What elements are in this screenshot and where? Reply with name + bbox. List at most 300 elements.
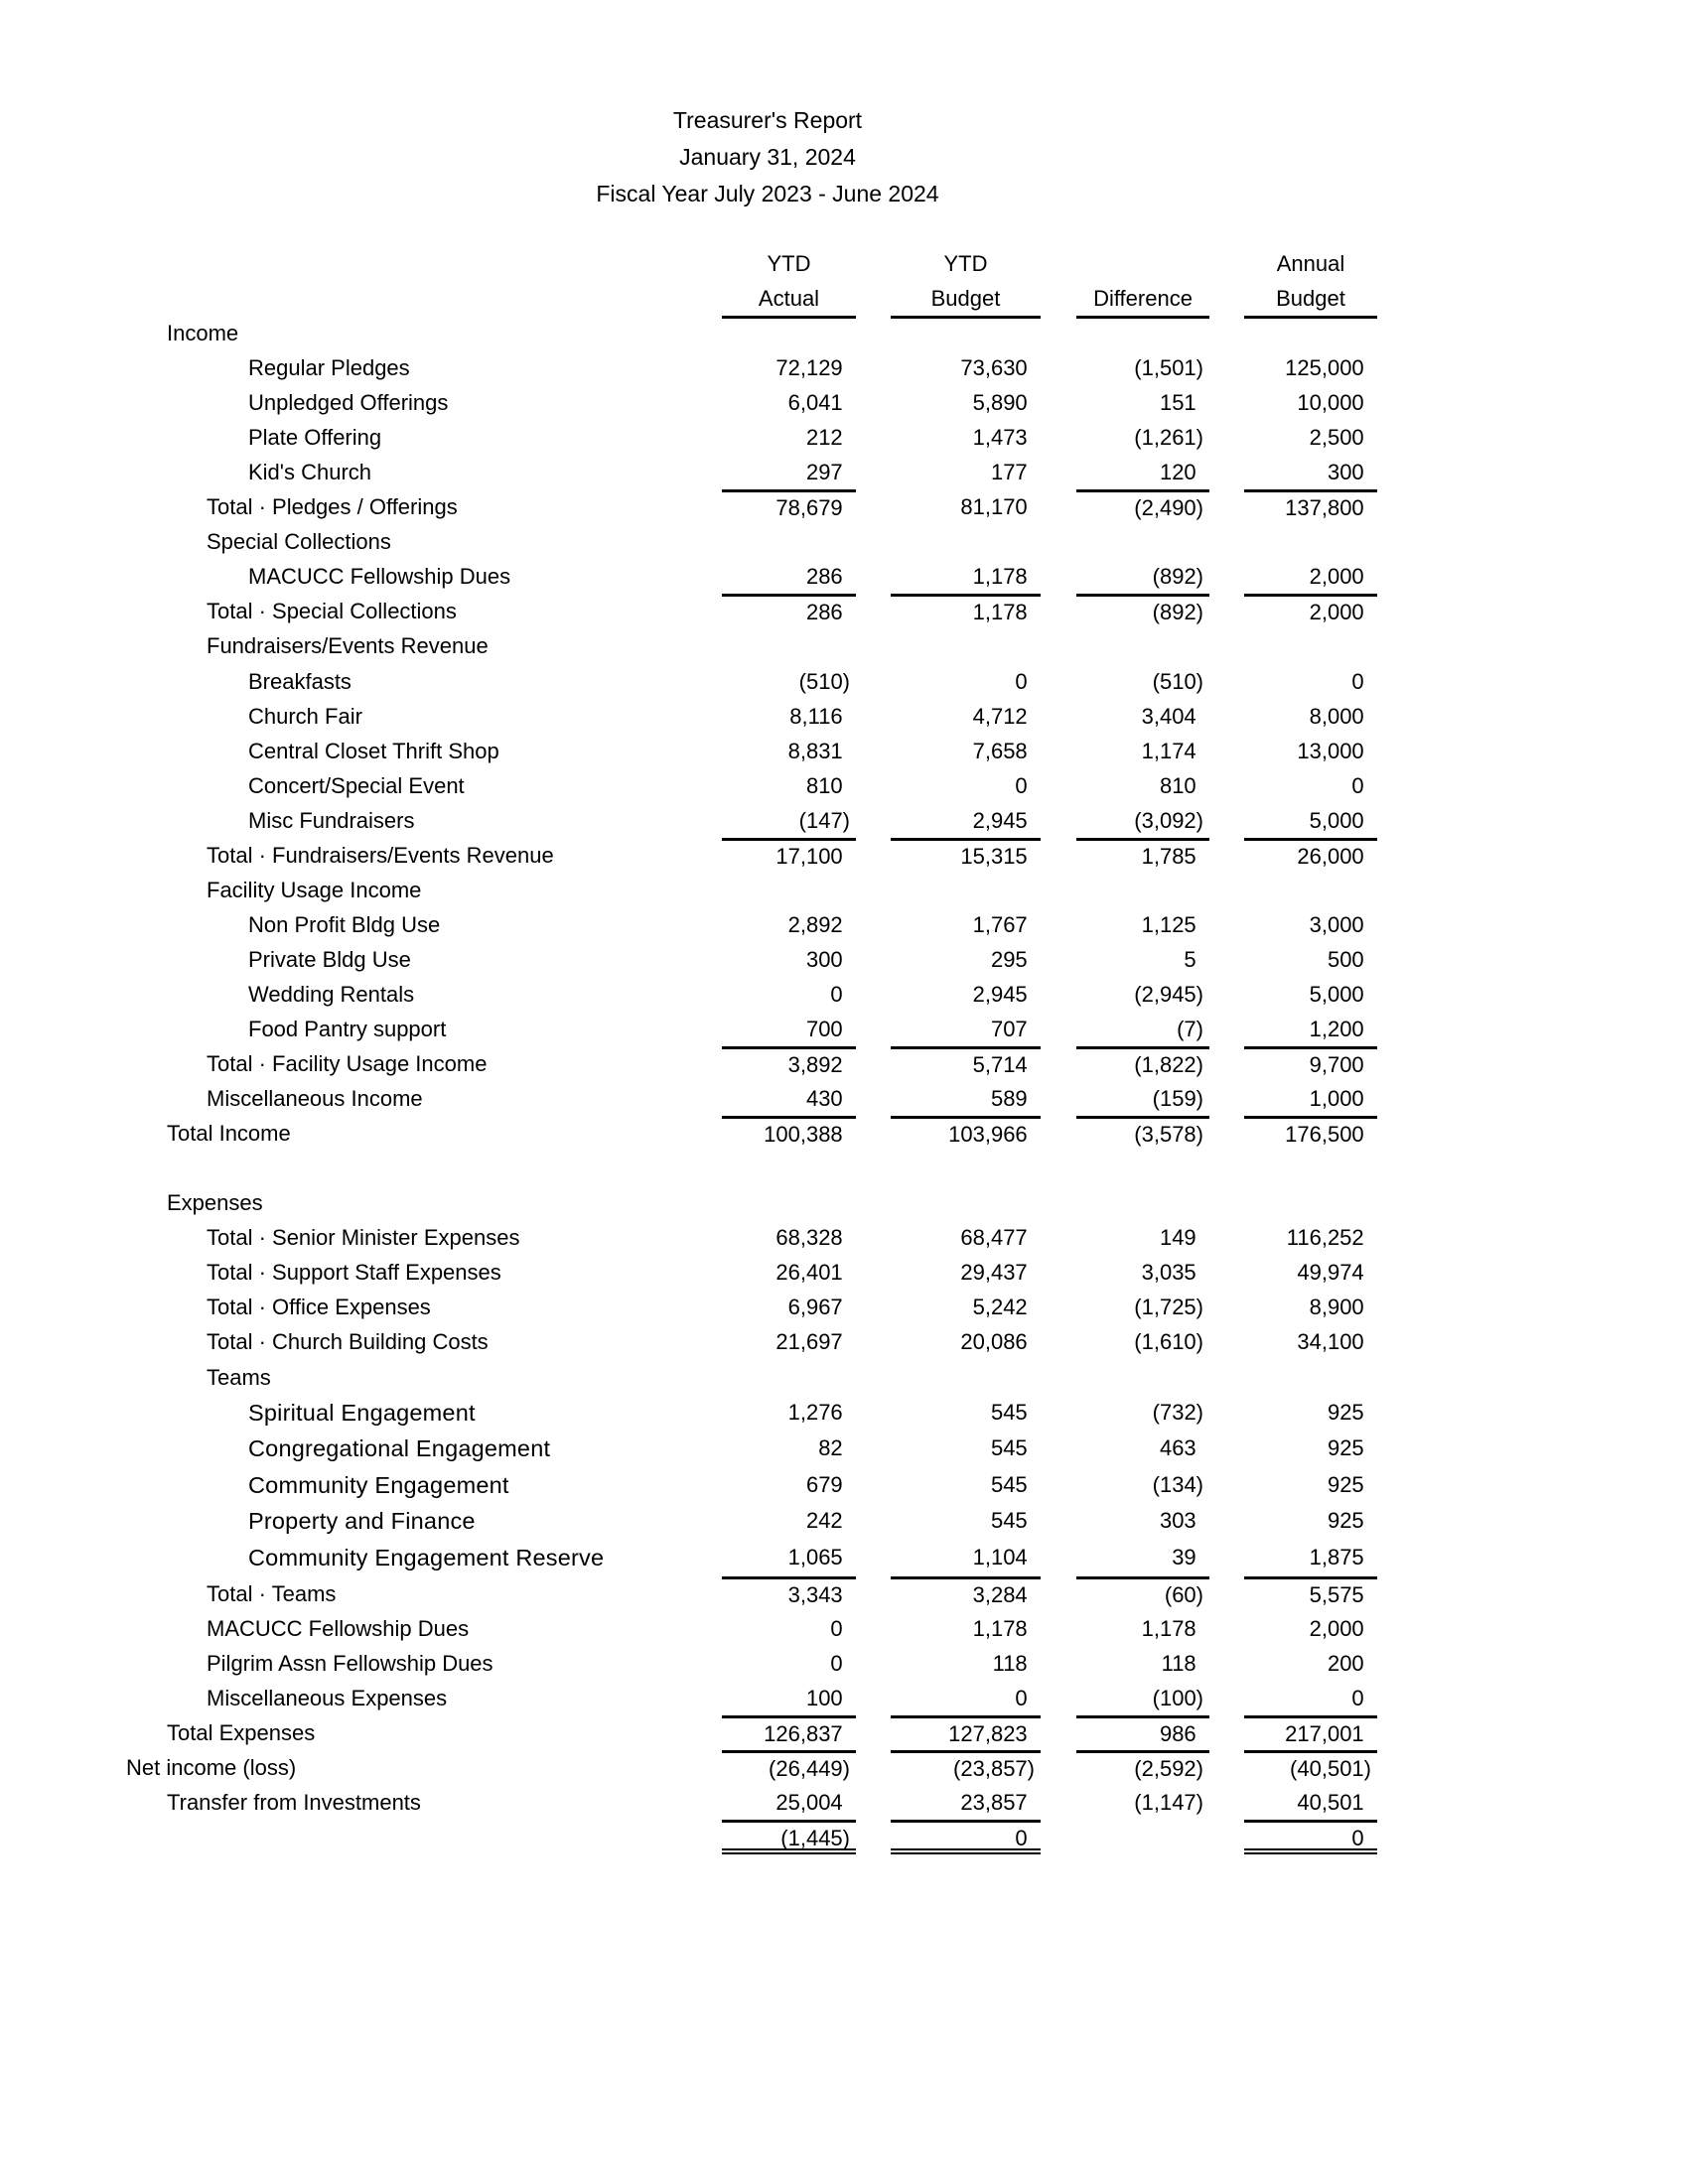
column-header-line2: Budget: [930, 286, 1001, 311]
table-row: [0, 1467, 1688, 1504]
table-row: [0, 455, 1688, 489]
cell-ytd-actual: [722, 1290, 856, 1324]
cell-difference: [1076, 385, 1209, 420]
cell-value: 286: [805, 564, 843, 590]
cell-ytd-budget: [891, 455, 1041, 489]
row-label: Total · Pledges / Offerings: [207, 494, 458, 520]
cell-value: 5,575: [1309, 1581, 1364, 1607]
cell-value: 700: [805, 1017, 843, 1041]
row-label: Total · Office Expenses: [207, 1295, 431, 1320]
cell-value: 300: [1327, 460, 1364, 485]
row-label: Total · Support Staff Expenses: [207, 1260, 501, 1286]
row-label: Teams: [207, 1364, 271, 1390]
cell-difference: [1076, 1785, 1209, 1820]
cell-ytd-actual: [722, 524, 856, 559]
table-row: [0, 1540, 1688, 1576]
cell-value: 120: [1159, 460, 1196, 485]
row-label: Congregational Engagement: [248, 1435, 551, 1462]
cell-value: 589: [990, 1086, 1028, 1112]
column-header-line1: Annual: [1276, 251, 1345, 276]
cell-ytd-budget: [891, 1431, 1041, 1467]
cell-value: 20,086: [960, 1329, 1028, 1355]
cell-ytd-budget: [891, 594, 1041, 628]
cell-value: 5: [1184, 946, 1196, 972]
cell-value: 300: [805, 946, 843, 972]
cell-value: 212: [805, 425, 843, 451]
table-row: [0, 1715, 1688, 1750]
row-label: Non Profit Bldg Use: [248, 911, 441, 937]
cell-ytd-budget: [891, 1290, 1041, 1324]
table-row: [0, 1785, 1688, 1820]
cell-difference: [1076, 1324, 1209, 1359]
fiscal-year: Fiscal Year July 2023 - June 2024: [596, 181, 939, 206]
row-label: Miscellaneous Expenses: [207, 1685, 448, 1710]
cell-difference: [1076, 1360, 1209, 1395]
cell-value: 2,892: [787, 911, 843, 937]
cell-ytd-budget: [891, 1681, 1041, 1715]
cell-annual-budget: [1244, 1012, 1377, 1046]
cell-value: 100: [805, 1685, 843, 1710]
cell-value: (7): [1177, 1017, 1203, 1041]
cell-value: 5,000: [1309, 981, 1364, 1007]
row-label: Property and Finance: [248, 1508, 476, 1535]
table-row: [0, 1046, 1688, 1081]
cell-ytd-budget: [891, 1116, 1041, 1151]
cell-value: 430: [805, 1086, 843, 1112]
cell-value: 3,000: [1309, 911, 1364, 937]
cell-difference: [1076, 1116, 1209, 1151]
cell-ytd-budget: [891, 1220, 1041, 1255]
cell-annual-budget: [1244, 1151, 1377, 1185]
cell-value: (1,501): [1134, 355, 1203, 381]
cell-value: 810: [805, 772, 843, 798]
row-label: Regular Pledges: [248, 355, 410, 381]
cell-annual-budget: [1244, 524, 1377, 559]
cell-value: 9,700: [1309, 1052, 1364, 1078]
table-row: [0, 1255, 1688, 1290]
row-label: Central Closet Thrift Shop: [248, 738, 499, 763]
cell-value: 295: [990, 946, 1028, 972]
cell-annual-budget: [1244, 1785, 1377, 1820]
cell-ytd-actual: [722, 977, 856, 1012]
cell-ytd-budget: [891, 385, 1041, 420]
cell-value: 127,823: [948, 1720, 1028, 1746]
cell-annual-budget: [1244, 1116, 1377, 1151]
cell-ytd-budget: [891, 907, 1041, 942]
cell-annual-budget: [1244, 942, 1377, 977]
cell-difference: [1076, 768, 1209, 803]
cell-ytd-actual: [722, 1785, 856, 1820]
cell-ytd-actual: [722, 699, 856, 734]
cell-difference: [1076, 1431, 1209, 1467]
cell-value: 125,000: [1285, 355, 1364, 381]
row-label: Total · Senior Minister Expenses: [207, 1225, 520, 1251]
table-row: [0, 734, 1688, 768]
cell-ytd-actual: [722, 803, 856, 838]
table-row: [0, 942, 1688, 977]
cell-ytd-actual: [722, 1395, 856, 1432]
cell-difference: [1076, 1681, 1209, 1715]
cell-value: 3,035: [1141, 1260, 1196, 1286]
table-row: [0, 1081, 1688, 1116]
cell-annual-budget: [1244, 1081, 1377, 1116]
cell-value: 500: [1327, 946, 1364, 972]
cell-value: 1,178: [972, 1615, 1028, 1641]
table-row: [0, 664, 1688, 699]
cell-value: 8,831: [787, 738, 843, 763]
cell-value: 0: [1015, 772, 1028, 798]
cell-value: 149: [1159, 1225, 1196, 1251]
cell-value: 0: [1351, 668, 1364, 694]
cell-value: 2,000: [1309, 600, 1364, 625]
table-row: [0, 594, 1688, 628]
cell-value: 137,800: [1285, 495, 1364, 521]
cell-ytd-actual: [722, 1576, 856, 1611]
cell-value: 545: [990, 1435, 1028, 1461]
cell-difference: [1076, 316, 1209, 350]
cell-ytd-actual: [722, 1151, 856, 1185]
table-row: [0, 1611, 1688, 1646]
cell-value: 545: [990, 1471, 1028, 1497]
cell-ytd-actual: [722, 907, 856, 942]
cell-value: 1,875: [1309, 1544, 1364, 1570]
cell-value: (892): [1152, 600, 1203, 625]
cell-difference: [1076, 907, 1209, 942]
cell-annual-budget: [1244, 734, 1377, 768]
cell-value: 151: [1159, 390, 1196, 416]
column-header-line1: YTD: [767, 251, 811, 276]
cell-value: 116,252: [1286, 1225, 1364, 1251]
cell-annual-budget: [1244, 873, 1377, 907]
cell-value: 1,065: [787, 1544, 843, 1570]
cell-value: 303: [1159, 1508, 1196, 1534]
row-label: Special Collections: [207, 529, 391, 555]
row-label: Net income (loss): [126, 1754, 297, 1780]
cell-value: 1,473: [972, 425, 1028, 451]
cell-value: 679: [805, 1471, 843, 1497]
cell-value: 26,401: [775, 1260, 843, 1286]
cell-ytd-actual: [722, 628, 856, 663]
cell-ytd-actual: [722, 838, 856, 873]
row-label: Total · Special Collections: [207, 599, 457, 624]
table-row: [0, 1151, 1688, 1185]
table-row: [0, 350, 1688, 385]
cell-difference: [1076, 524, 1209, 559]
cell-difference: [1076, 838, 1209, 873]
cell-difference: [1076, 1395, 1209, 1432]
cell-value: 40,501: [1297, 1789, 1364, 1815]
cell-value: 0: [1351, 1685, 1364, 1710]
table-row: [0, 420, 1688, 455]
cell-ytd-budget: [891, 1185, 1041, 1220]
table-row: [0, 1750, 1688, 1785]
cell-value: 23,857: [960, 1789, 1028, 1815]
row-label: Total Income: [167, 1121, 291, 1147]
cell-ytd-actual: [722, 1185, 856, 1220]
cell-value: 1,125: [1141, 911, 1196, 937]
cell-value: 1,104: [972, 1544, 1028, 1570]
cell-ytd-actual: [722, 594, 856, 628]
cell-value: 78,679: [775, 495, 843, 521]
table-row: [0, 489, 1688, 524]
cell-value: 1,200: [1309, 1017, 1364, 1041]
cell-ytd-actual: [722, 1750, 856, 1785]
cell-value: 82: [818, 1435, 843, 1461]
table-row: [0, 628, 1688, 663]
cell-difference: [1076, 873, 1209, 907]
cell-value: (2,592): [1134, 1755, 1203, 1781]
cell-difference: [1076, 1220, 1209, 1255]
cell-value: 242: [805, 1508, 843, 1534]
cell-annual-budget: [1244, 838, 1377, 873]
table-row: [0, 1324, 1688, 1359]
cell-difference: [1076, 734, 1209, 768]
cell-value: 118: [992, 1650, 1028, 1676]
cell-annual-budget: [1244, 559, 1377, 594]
cell-ytd-budget: [891, 1046, 1041, 1081]
cell-annual-budget: [1244, 1503, 1377, 1540]
cell-value: 81,170: [960, 494, 1028, 520]
table-row: [0, 1116, 1688, 1151]
cell-value: 925: [1327, 1508, 1364, 1534]
cell-ytd-actual: [722, 489, 856, 524]
cell-annual-budget: [1244, 1255, 1377, 1290]
cell-value: (159): [1152, 1086, 1203, 1112]
cell-annual-budget: [1244, 489, 1377, 524]
column-header-annual-budget: [1244, 246, 1377, 319]
cell-annual-budget: [1244, 1540, 1377, 1576]
cell-value: (134): [1152, 1471, 1203, 1497]
cell-value: 297: [805, 460, 843, 485]
cell-ytd-actual: [722, 316, 856, 350]
cell-value: (510): [798, 668, 850, 694]
cell-value: 34,100: [1297, 1329, 1364, 1355]
cell-difference: [1076, 1290, 1209, 1324]
cell-annual-budget: [1244, 1290, 1377, 1324]
cell-difference: [1076, 559, 1209, 594]
report-title: Treasurer's Report: [672, 107, 863, 133]
cell-difference: [1076, 1467, 1209, 1504]
cell-annual-budget: [1244, 1611, 1377, 1646]
table-row: [0, 838, 1688, 873]
row-label: Plate Offering: [248, 425, 382, 451]
cell-difference: [1076, 1046, 1209, 1081]
cell-value: 2,500: [1309, 425, 1364, 451]
cell-difference: [1076, 1576, 1209, 1611]
cell-value: 1,174: [1141, 738, 1196, 763]
cell-value: 0: [1015, 1825, 1028, 1850]
table-row: [0, 768, 1688, 803]
cell-ytd-budget: [891, 768, 1041, 803]
cell-difference: [1076, 1540, 1209, 1576]
cell-difference: [1076, 1750, 1209, 1785]
table-row: [0, 803, 1688, 838]
cell-value: (510): [1152, 668, 1203, 694]
cell-value: 0: [830, 981, 843, 1007]
row-label: Concert/Special Event: [248, 772, 465, 798]
column-header-difference: [1076, 246, 1209, 319]
row-label: Total · Fundraisers/Events Revenue: [207, 842, 554, 868]
cell-value: 1,785: [1141, 843, 1196, 869]
cell-ytd-actual: [722, 559, 856, 594]
cell-value: 2,945: [972, 807, 1028, 833]
cell-value: 463: [1159, 1435, 1196, 1461]
row-label: MACUCC Fellowship Dues: [207, 1615, 470, 1641]
cell-value: 68,328: [775, 1225, 843, 1251]
cell-value: 8,900: [1309, 1295, 1364, 1320]
cell-value: 68,477: [960, 1225, 1028, 1251]
cell-difference: [1076, 1503, 1209, 1540]
cell-value: (26,449): [769, 1755, 850, 1781]
cell-ytd-budget: [891, 873, 1041, 907]
row-label: Pilgrim Assn Fellowship Dues: [207, 1650, 493, 1676]
cell-value: 810: [1159, 772, 1196, 798]
row-label: Total · Teams: [207, 1580, 337, 1606]
cell-value: (23,857): [953, 1755, 1035, 1781]
cell-ytd-budget: [891, 628, 1041, 663]
column-header-line2: Actual: [758, 286, 820, 311]
cell-ytd-actual: [722, 1046, 856, 1081]
table-row: [0, 1360, 1688, 1395]
cell-value: 925: [1327, 1435, 1364, 1461]
cell-value: 7,658: [972, 738, 1028, 763]
cell-value: (3,092): [1134, 807, 1203, 833]
cell-annual-budget: [1244, 350, 1377, 385]
cell-value: (1,610): [1134, 1329, 1203, 1355]
cell-ytd-budget: [891, 977, 1041, 1012]
cell-annual-budget: [1244, 1715, 1377, 1750]
cell-ytd-budget: [891, 489, 1041, 524]
cell-value: 1,767: [972, 911, 1028, 937]
cell-difference: [1076, 455, 1209, 489]
cell-annual-budget: [1244, 699, 1377, 734]
row-label: Breakfasts: [248, 668, 352, 694]
cell-ytd-budget: [891, 1255, 1041, 1290]
cell-value: 2,000: [1309, 1615, 1364, 1641]
cell-value: 49,974: [1297, 1260, 1364, 1286]
table-row: [0, 1681, 1688, 1715]
cell-ytd-actual: [722, 1360, 856, 1395]
cell-value: 3,892: [787, 1052, 843, 1078]
cell-annual-budget: [1244, 768, 1377, 803]
cell-value: (892): [1152, 564, 1203, 590]
cell-value: 217,001: [1285, 1720, 1364, 1746]
row-label: Food Pantry support: [248, 1017, 447, 1041]
cell-difference: [1076, 977, 1209, 1012]
cell-ytd-actual: [722, 1467, 856, 1504]
cell-ytd-actual: [722, 385, 856, 420]
table-row: [0, 1185, 1688, 1220]
cell-value: (1,261): [1134, 425, 1203, 451]
cell-ytd-budget: [891, 1540, 1041, 1576]
cell-value: 29,437: [960, 1260, 1028, 1286]
cell-ytd-actual: [722, 664, 856, 699]
cell-ytd-actual: [722, 1324, 856, 1359]
cell-ytd-budget: [891, 1324, 1041, 1359]
cell-ytd-budget: [891, 664, 1041, 699]
cell-value: 0: [1015, 1685, 1028, 1710]
cell-value: 2,000: [1309, 564, 1364, 590]
cell-ytd-actual: [722, 1012, 856, 1046]
cell-annual-budget: [1244, 594, 1377, 628]
cell-annual-budget: [1244, 1750, 1377, 1785]
cell-value: 8,116: [789, 703, 843, 729]
cell-value: 6,041: [787, 390, 843, 416]
cell-ytd-budget: [891, 1646, 1041, 1681]
cell-annual-budget: [1244, 316, 1377, 350]
cell-value: 100,388: [764, 1122, 843, 1148]
cell-value: 6,967: [787, 1295, 843, 1320]
row-label: Total · Church Building Costs: [207, 1329, 489, 1355]
table-row: [0, 699, 1688, 734]
cell-ytd-budget: [891, 1611, 1041, 1646]
cell-annual-budget: [1244, 1185, 1377, 1220]
cell-ytd-actual: [722, 873, 856, 907]
cell-ytd-budget: [891, 1785, 1041, 1820]
cell-difference: [1076, 1012, 1209, 1046]
cell-annual-budget: [1244, 1395, 1377, 1432]
cell-value: 5,714: [972, 1052, 1028, 1078]
cell-annual-budget: [1244, 977, 1377, 1012]
cell-ytd-actual: [722, 1820, 856, 1854]
cell-difference: [1076, 489, 1209, 524]
cell-value: (732): [1152, 1399, 1203, 1425]
row-label: Total Expenses: [167, 1719, 316, 1745]
cell-ytd-actual: [722, 1611, 856, 1646]
cell-ytd-budget: [891, 1820, 1041, 1854]
cell-value: 1,000: [1309, 1086, 1364, 1112]
table-row: [0, 1395, 1688, 1432]
cell-ytd-budget: [891, 942, 1041, 977]
cell-value: (100): [1152, 1685, 1203, 1710]
cell-ytd-actual: [722, 350, 856, 385]
cell-ytd-actual: [722, 942, 856, 977]
cell-value: 1,276: [787, 1399, 843, 1425]
cell-ytd-actual: [722, 1081, 856, 1116]
column-header-ytd-actual: [722, 246, 856, 319]
cell-ytd-budget: [891, 1081, 1041, 1116]
cell-ytd-actual: [722, 1116, 856, 1151]
cell-ytd-budget: [891, 316, 1041, 350]
cell-annual-budget: [1244, 1646, 1377, 1681]
cell-value: 200: [1327, 1650, 1364, 1676]
cell-value: 0: [1351, 772, 1364, 798]
column-header-line1: YTD: [943, 251, 988, 276]
cell-value: 0: [830, 1615, 843, 1641]
cell-value: 545: [990, 1399, 1028, 1425]
cell-annual-budget: [1244, 1820, 1377, 1854]
cell-value: 176,500: [1285, 1122, 1364, 1148]
cell-value: 177: [990, 460, 1028, 485]
cell-difference: [1076, 1820, 1209, 1854]
table-row: [0, 1576, 1688, 1611]
cell-value: (3,578): [1134, 1122, 1203, 1148]
cell-ytd-budget: [891, 1503, 1041, 1540]
cell-value: (2,490): [1134, 495, 1203, 521]
row-label: Wedding Rentals: [248, 981, 415, 1007]
cell-ytd-budget: [891, 734, 1041, 768]
cell-value: 5,242: [972, 1295, 1028, 1320]
cell-ytd-actual: [722, 1540, 856, 1576]
row-label: Expenses: [167, 1190, 263, 1216]
column-header-line2: Difference: [1093, 286, 1193, 311]
cell-difference: [1076, 1611, 1209, 1646]
cell-difference: [1076, 803, 1209, 838]
row-label: Income: [167, 321, 239, 345]
cell-ytd-actual: [722, 1503, 856, 1540]
cell-difference: [1076, 420, 1209, 455]
cell-ytd-budget: [891, 803, 1041, 838]
